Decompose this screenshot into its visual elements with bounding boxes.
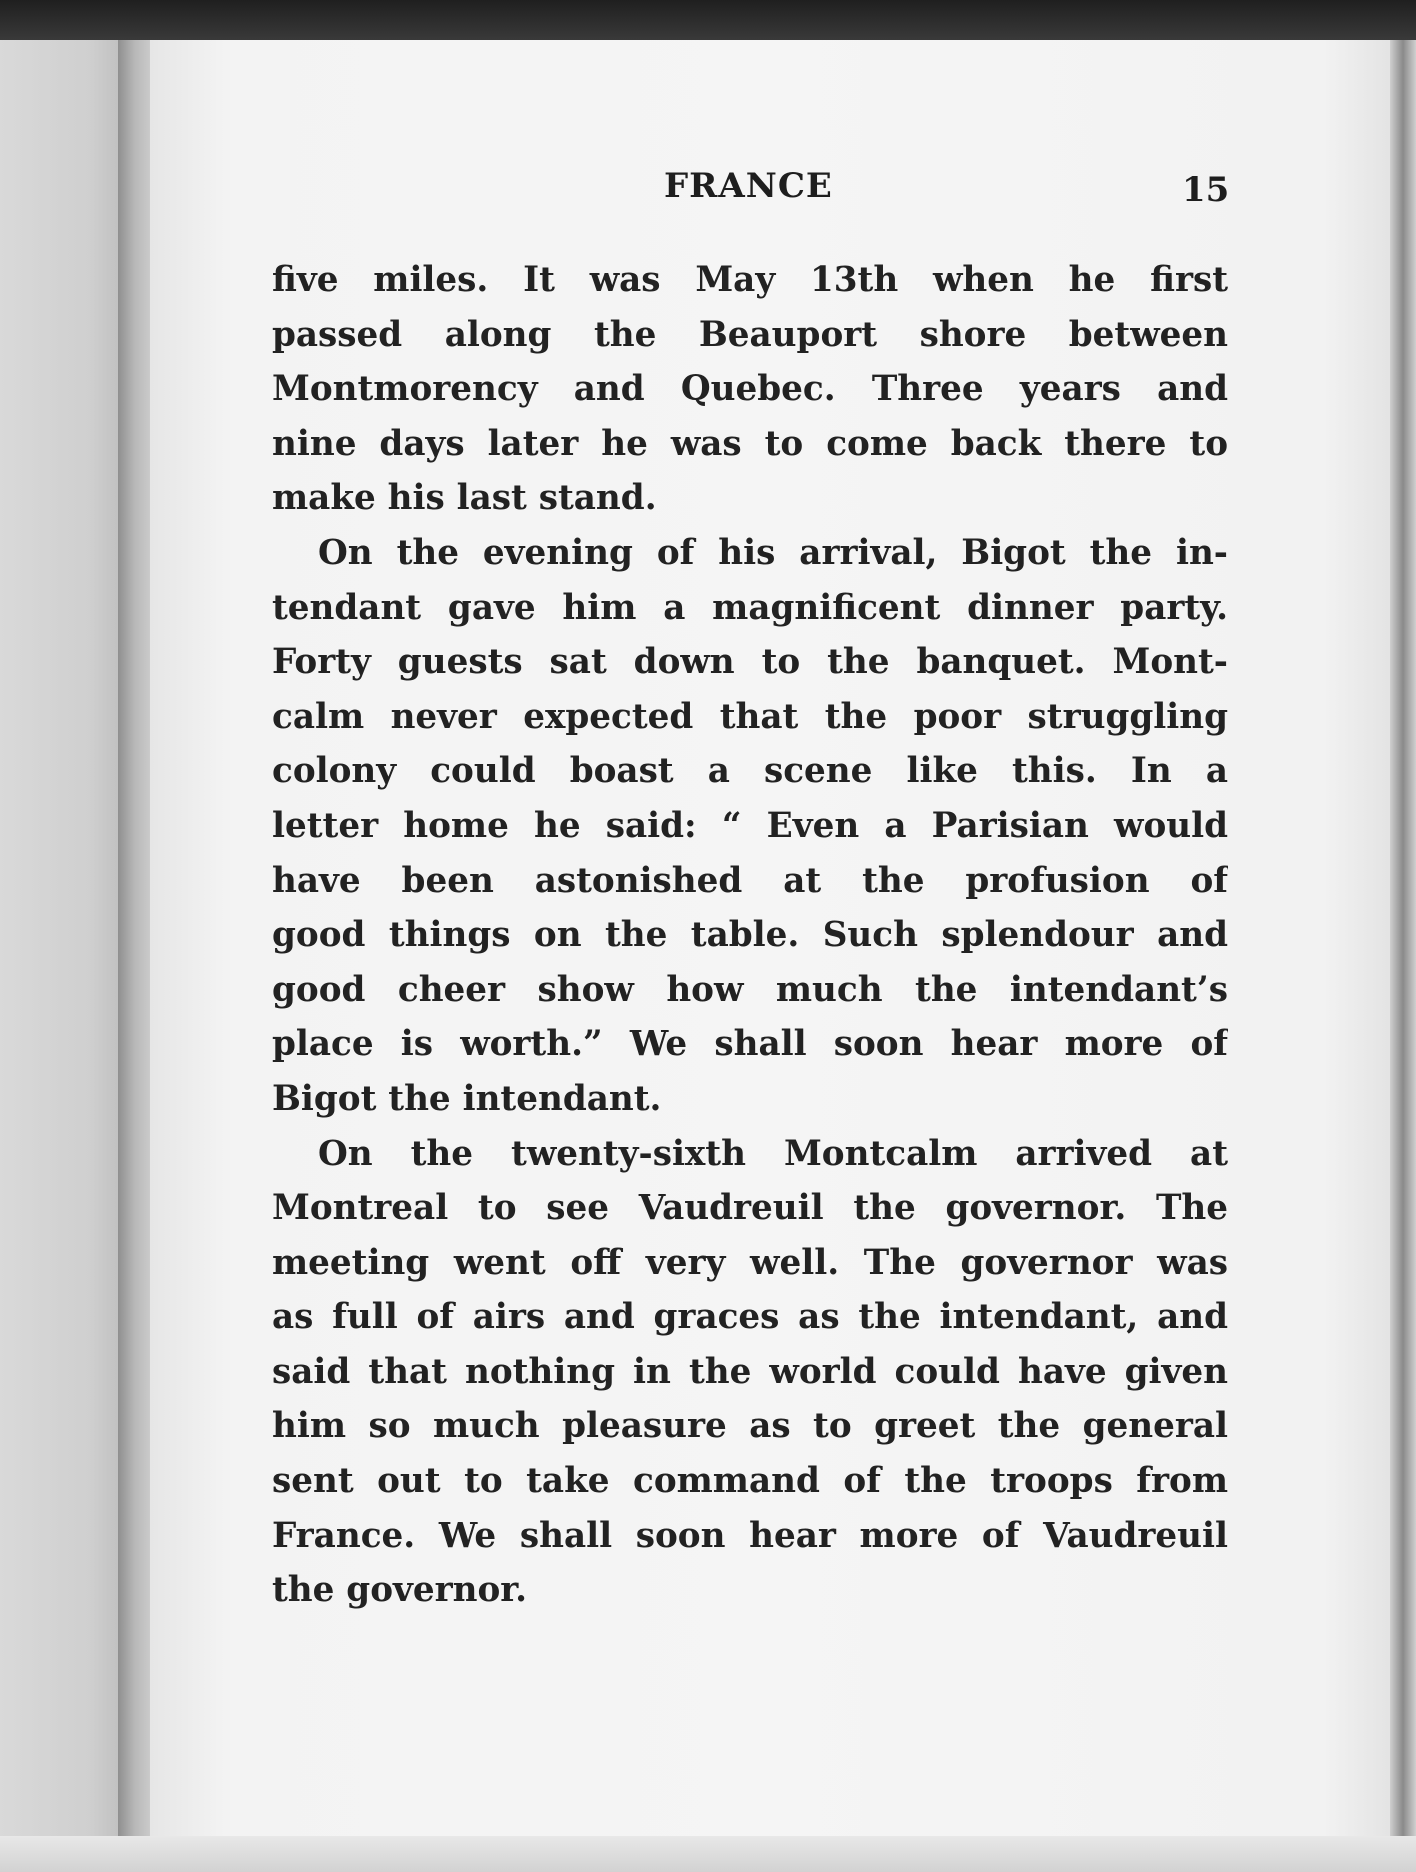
text-line: the governor. [272,1570,528,1611]
page-stack-edge [1390,40,1416,1872]
text-line: letter home he said: “ Even a Parisian would [272,805,1228,846]
running-head-title: FRANCE [664,166,833,206]
text-line: Montreal to see Vaudreuil the governor. The [272,1188,1228,1229]
text-line: On the twenty-sixth Montcalm arrived at [318,1133,1228,1174]
text-line: France. We shall soon hear more of Vaudreuil [272,1515,1228,1556]
text-line: as full of airs and graces as the intendant, and [272,1297,1228,1338]
page-bottom-edge [0,1836,1416,1872]
text-line: meeting went off very well. The governor was [272,1242,1228,1283]
text-line: Montmorency and Quebec. Three years and [272,369,1228,410]
text-line: nine days later he was to come back there to [272,423,1228,464]
scanner-top-edge [0,0,1416,44]
text-line: Forty guests sat down to the banquet. Mont- [272,642,1228,683]
page-number: 15 [1182,170,1230,210]
text-line: Bigot the intendant. [272,1078,662,1119]
text-line: On the evening of his arrival, Bigot the in- [318,532,1228,573]
text-line: colony could boast a scene like this. In a [272,751,1228,792]
body-text [272,253,1228,1618]
text-line: him so much pleasure as to greet the general [272,1406,1228,1447]
text-line: good things on the table. Such splendour and [272,915,1228,956]
text-line: place is worth.” We shall soon hear more of [272,1024,1228,1065]
running-head [0,166,1416,214]
text-line: have been astonished at the profusion of [272,860,1228,901]
text-line: good cheer show how much the intendant’s [272,969,1228,1010]
text-line: sent out to take command of the troops from [272,1461,1228,1502]
text-line: calm never expected that the poor struggling [272,696,1228,737]
text-line: tendant gave him a magnificent dinner party. [272,587,1228,628]
text-line: make his last stand. [272,478,657,519]
text-line: five miles. It was May 13th when he first [272,260,1228,300]
text-line: said that nothing in the world could have given [272,1351,1228,1392]
text-line: passed along the Beauport shore between [272,314,1228,355]
